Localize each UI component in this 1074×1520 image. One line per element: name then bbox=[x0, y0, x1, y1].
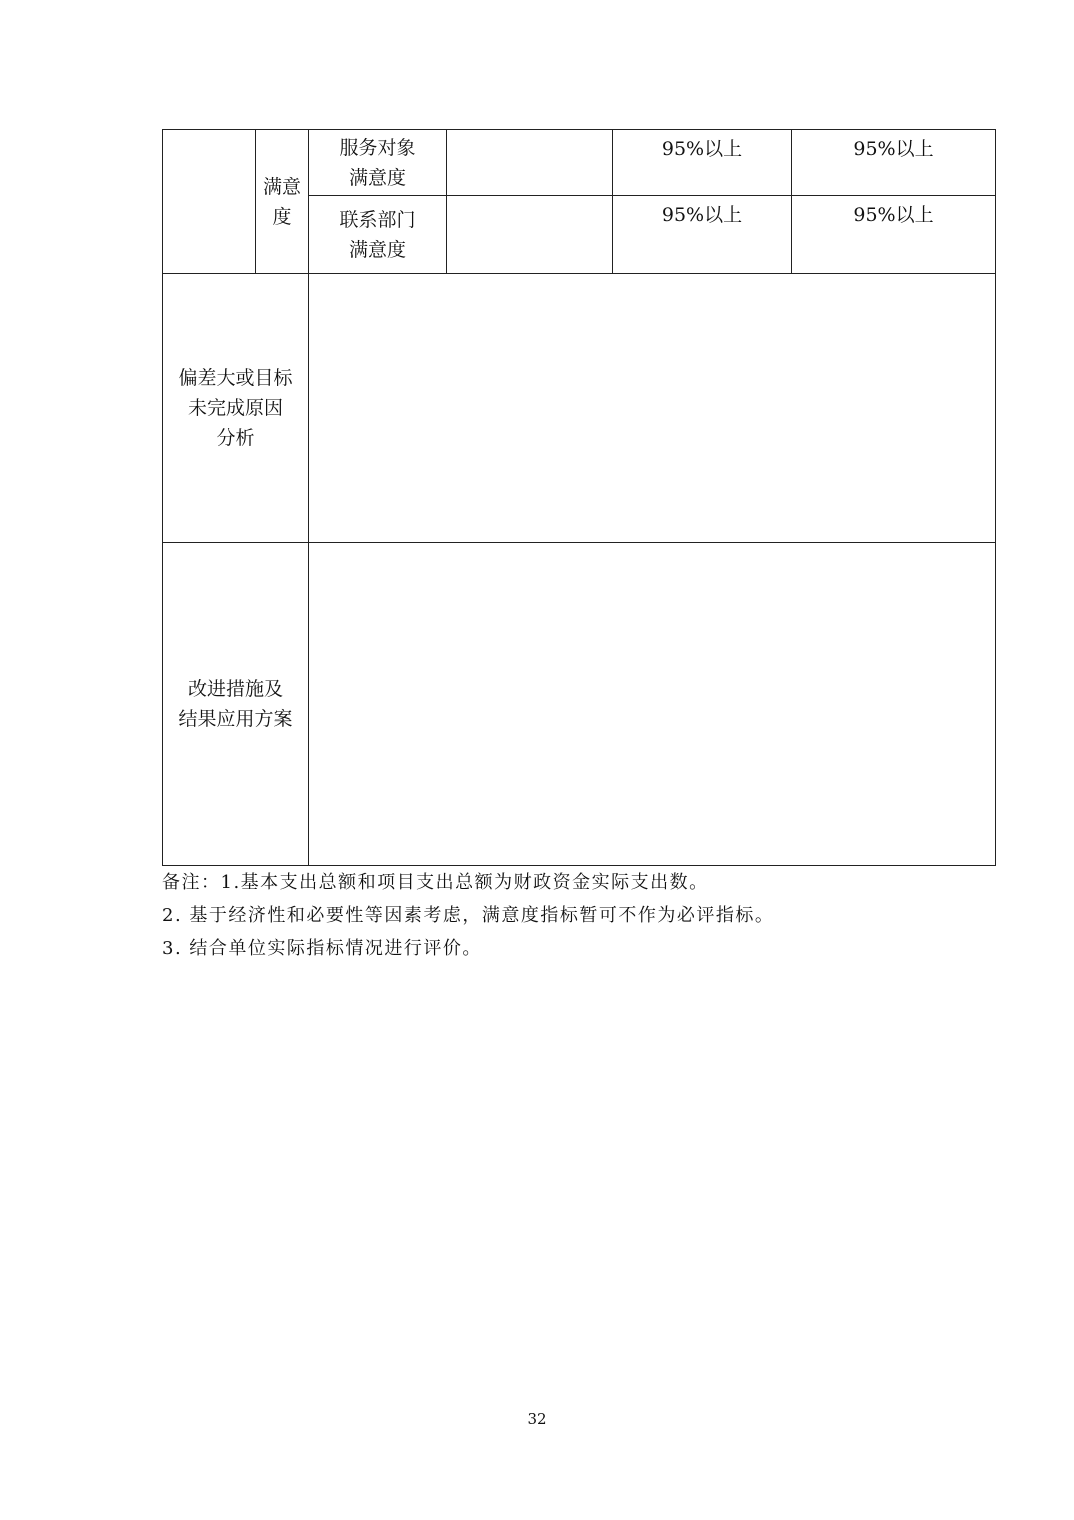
table-row-deviation-analysis bbox=[163, 274, 996, 543]
page-number: 32 bbox=[527, 1410, 547, 1428]
satisfaction-group-label-line2: 度 bbox=[272, 205, 292, 228]
deviation-label-line3: 分析 bbox=[216, 427, 255, 449]
target-value-cell: 95%以上 bbox=[613, 130, 792, 196]
indicator-label-line1: 联系部门 bbox=[339, 208, 416, 231]
blank-category-cell bbox=[163, 130, 256, 274]
evaluation-table bbox=[162, 129, 996, 866]
note-line: 3. 结合单位实际指标情况进行评价。 bbox=[162, 938, 482, 959]
improvement-content-cell bbox=[309, 543, 996, 866]
improvement-label-line2: 结果应用方案 bbox=[178, 708, 293, 730]
deviation-content-cell bbox=[309, 274, 996, 543]
note-line: 备注：1.基本支出总额和项目支出总额为财政资金实际支出数。 bbox=[162, 872, 709, 893]
actual-value-cell: 95%以上 bbox=[792, 196, 996, 274]
satisfaction-group-cell bbox=[256, 130, 309, 274]
table-row-service-satisfaction bbox=[163, 130, 996, 196]
blank-value-cell bbox=[447, 196, 613, 274]
indicator-label-line2: 满意度 bbox=[348, 166, 406, 189]
table-row-improvement-plan bbox=[163, 543, 996, 866]
notes-section bbox=[162, 866, 1002, 965]
indicator-cell bbox=[309, 130, 447, 196]
indicator-label-line2: 满意度 bbox=[348, 238, 406, 261]
note-line: 2. 基于经济性和必要性等因素考虑，满意度指标暂可不作为必评指标。 bbox=[162, 905, 775, 926]
satisfaction-group-label-line1: 满意 bbox=[262, 175, 301, 198]
deviation-label-line1: 偏差大或目标 bbox=[178, 367, 293, 389]
improvement-label-line1: 改进措施及 bbox=[187, 678, 283, 700]
indicator-label-line1: 服务对象 bbox=[339, 136, 416, 159]
deviation-label-line2: 未完成原因 bbox=[187, 397, 283, 419]
deviation-label-cell bbox=[163, 274, 309, 543]
improvement-label-cell bbox=[163, 543, 309, 866]
actual-value-cell: 95%以上 bbox=[792, 130, 996, 196]
blank-value-cell bbox=[447, 130, 613, 196]
indicator-cell bbox=[309, 196, 447, 274]
target-value-cell: 95%以上 bbox=[613, 196, 792, 274]
